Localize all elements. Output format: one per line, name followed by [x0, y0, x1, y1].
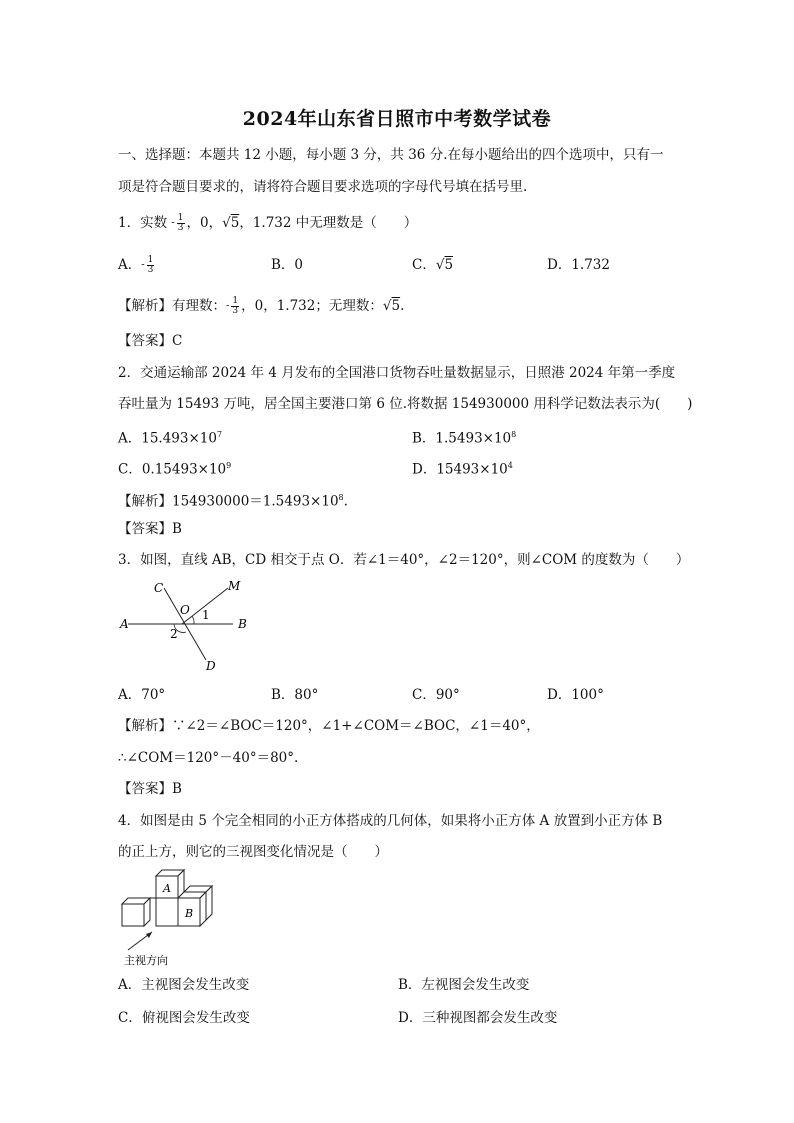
- q1-analysis: [118, 296, 404, 317]
- q1-middle: ，0，: [186, 215, 223, 231]
- page-title: 2024年山东省日照市中考数学试卷: [242, 108, 552, 130]
- cube-label-b: B: [185, 907, 194, 920]
- q3-option-d: D．100°: [547, 687, 604, 703]
- q1-frac-den: 3: [177, 223, 184, 233]
- q1-sqrt-radicand: 5: [230, 215, 240, 231]
- analysis-label: 【解析】: [118, 298, 172, 314]
- q4-option-c: C．俯视图会发生改变: [118, 1010, 250, 1026]
- q2-analysis-exp: 8: [338, 493, 344, 502]
- cube-back-side: [206, 886, 212, 920]
- q1-option-a: [118, 255, 156, 276]
- q2-option-c: [118, 456, 231, 480]
- minus-sign: -: [226, 300, 230, 312]
- q2-option-a-text: A．15.493×10: [118, 430, 217, 447]
- q4-stem-line1: 4．如图是由 5 个完全相同的小正方体搭成的几何体，如果将小正方体 A 放置到小正方体 B: [118, 813, 663, 829]
- q2-option-b-text: B．1.5493×10: [412, 430, 512, 447]
- section-instructions-line1: 一、选择题：本题共 12 小题，每小题 3 分，共 36 分.在每小题给出的四个选项中，只有一: [118, 147, 664, 163]
- q2-option-c-text: C．0.15493×10: [118, 461, 227, 478]
- q2-option-b: [412, 425, 516, 449]
- q2-option-d-exp: 4: [507, 461, 513, 470]
- q2-stem-line1: 2．交通运输部 2024 年 4 月发布的全国港口货物吞吐量数据显示，日照港 2024 年第一季度: [118, 365, 676, 381]
- q1-analysis-sqrt: √5: [382, 298, 401, 314]
- label-angle-1: 1: [202, 608, 210, 622]
- q4-option-d: D．三种视图都会发生改变: [398, 1010, 558, 1026]
- q1-option-a-label: A．: [118, 257, 142, 273]
- q1-analysis-mid: ，0，1.732；无理数：: [241, 298, 383, 314]
- q2-option-c-exp: 9: [226, 461, 232, 470]
- q1-analysis-fraction: [231, 297, 239, 316]
- q1-answer: 【答案】C: [118, 333, 183, 349]
- minus-sign: -: [141, 259, 145, 271]
- sqrt-radicand: 5: [444, 257, 454, 273]
- q1-option-c-label: C．: [412, 257, 436, 273]
- q1-frac-num: 1: [177, 213, 184, 223]
- section-instructions-line2: 项是符合题目要求的，请将符合题目要求选项的字母代号填在括号里.: [118, 179, 528, 195]
- frac-num: 1: [147, 255, 154, 265]
- q2-option-a-exp: 7: [216, 430, 223, 439]
- q2-analysis-end: .: [343, 493, 348, 510]
- label-d: D: [206, 659, 216, 673]
- frac-den: 3: [147, 265, 154, 275]
- q3-option-c: C．90°: [412, 687, 460, 703]
- q1-prefix: 1．实数: [118, 215, 168, 231]
- label-c: C: [154, 581, 164, 595]
- q1-option-a-fraction: [147, 256, 155, 275]
- cube-left-front: [122, 904, 144, 926]
- q4-option-b: B．左视图会发生改变: [398, 977, 530, 993]
- q2-option-d-text: D．15493×10: [412, 461, 508, 478]
- q4-option-a: A．主视图会发生改变: [118, 977, 250, 993]
- q1-option-c-sqrt: √5: [435, 257, 454, 273]
- label-angle-2: 2: [170, 627, 178, 641]
- q1-option-c: [412, 255, 453, 275]
- sqrt-radicand: 5: [391, 298, 401, 314]
- label-o: O: [180, 603, 190, 617]
- q1-analysis-end: .: [400, 298, 405, 314]
- minus-sign: -: [171, 217, 175, 229]
- cube-middle-front: [156, 898, 178, 926]
- q1-option-b: B．0: [271, 257, 304, 273]
- cube-b-side: [200, 892, 206, 926]
- q3-answer: 【答案】B: [118, 781, 182, 797]
- q1-suffix: ，1.732 中无理数是（ ）: [239, 215, 418, 231]
- q3-stem: 3．如图，直线 AB，CD 相交于点 O．若∠1＝40°，∠2＝120°，则∠COM 的度数为（ ）: [118, 552, 690, 568]
- q2-stem-line2: 吞吐量为 15493 万吨，居全国主要港口第 6 位.将数据 154930000 用科学记数法表示为( ): [118, 396, 693, 412]
- label-a: A: [120, 617, 129, 631]
- arrow-head-icon: [146, 932, 152, 938]
- q3-option-a: A．70°: [118, 687, 166, 703]
- q2-analysis: [118, 488, 348, 512]
- q1-option-d: D．1.732: [547, 257, 610, 273]
- q1-sqrt: √5: [222, 215, 240, 231]
- q4-cube-figure: [118, 868, 228, 968]
- q2-option-b-exp: 8: [511, 430, 517, 439]
- frac-num: 1: [232, 296, 239, 306]
- q3-option-b: B．80°: [271, 687, 319, 703]
- angle-1-arc: [192, 616, 194, 624]
- q2-analysis-text: 【解析】154930000＝1.5493×10: [118, 493, 339, 510]
- frac-den: 3: [232, 306, 239, 316]
- q4-stem-line2: 的正上方，则它的三视图变化情况是（ ）: [118, 844, 388, 860]
- label-b: B: [238, 617, 247, 631]
- q1-fraction: [177, 214, 185, 233]
- q2-option-a: [118, 425, 222, 449]
- q2-option-d: [412, 456, 513, 480]
- view-direction-label: 主视方向: [124, 954, 168, 967]
- q3-analysis-line1: 【解析】∵∠2＝∠BOC＝120°，∠1+∠COM＝∠BOC，∠1＝40°，: [118, 718, 540, 734]
- q1-stem: [118, 213, 417, 234]
- q1-analysis-prefix: 有理数：: [172, 298, 226, 314]
- q3-analysis-line2: ∴∠COM＝120°－40°＝80°.: [118, 750, 299, 766]
- q2-answer: 【答案】B: [118, 521, 182, 537]
- label-m: M: [228, 579, 241, 593]
- cube-label-a: A: [163, 882, 171, 895]
- q3-intersecting-lines-figure: [118, 576, 268, 676]
